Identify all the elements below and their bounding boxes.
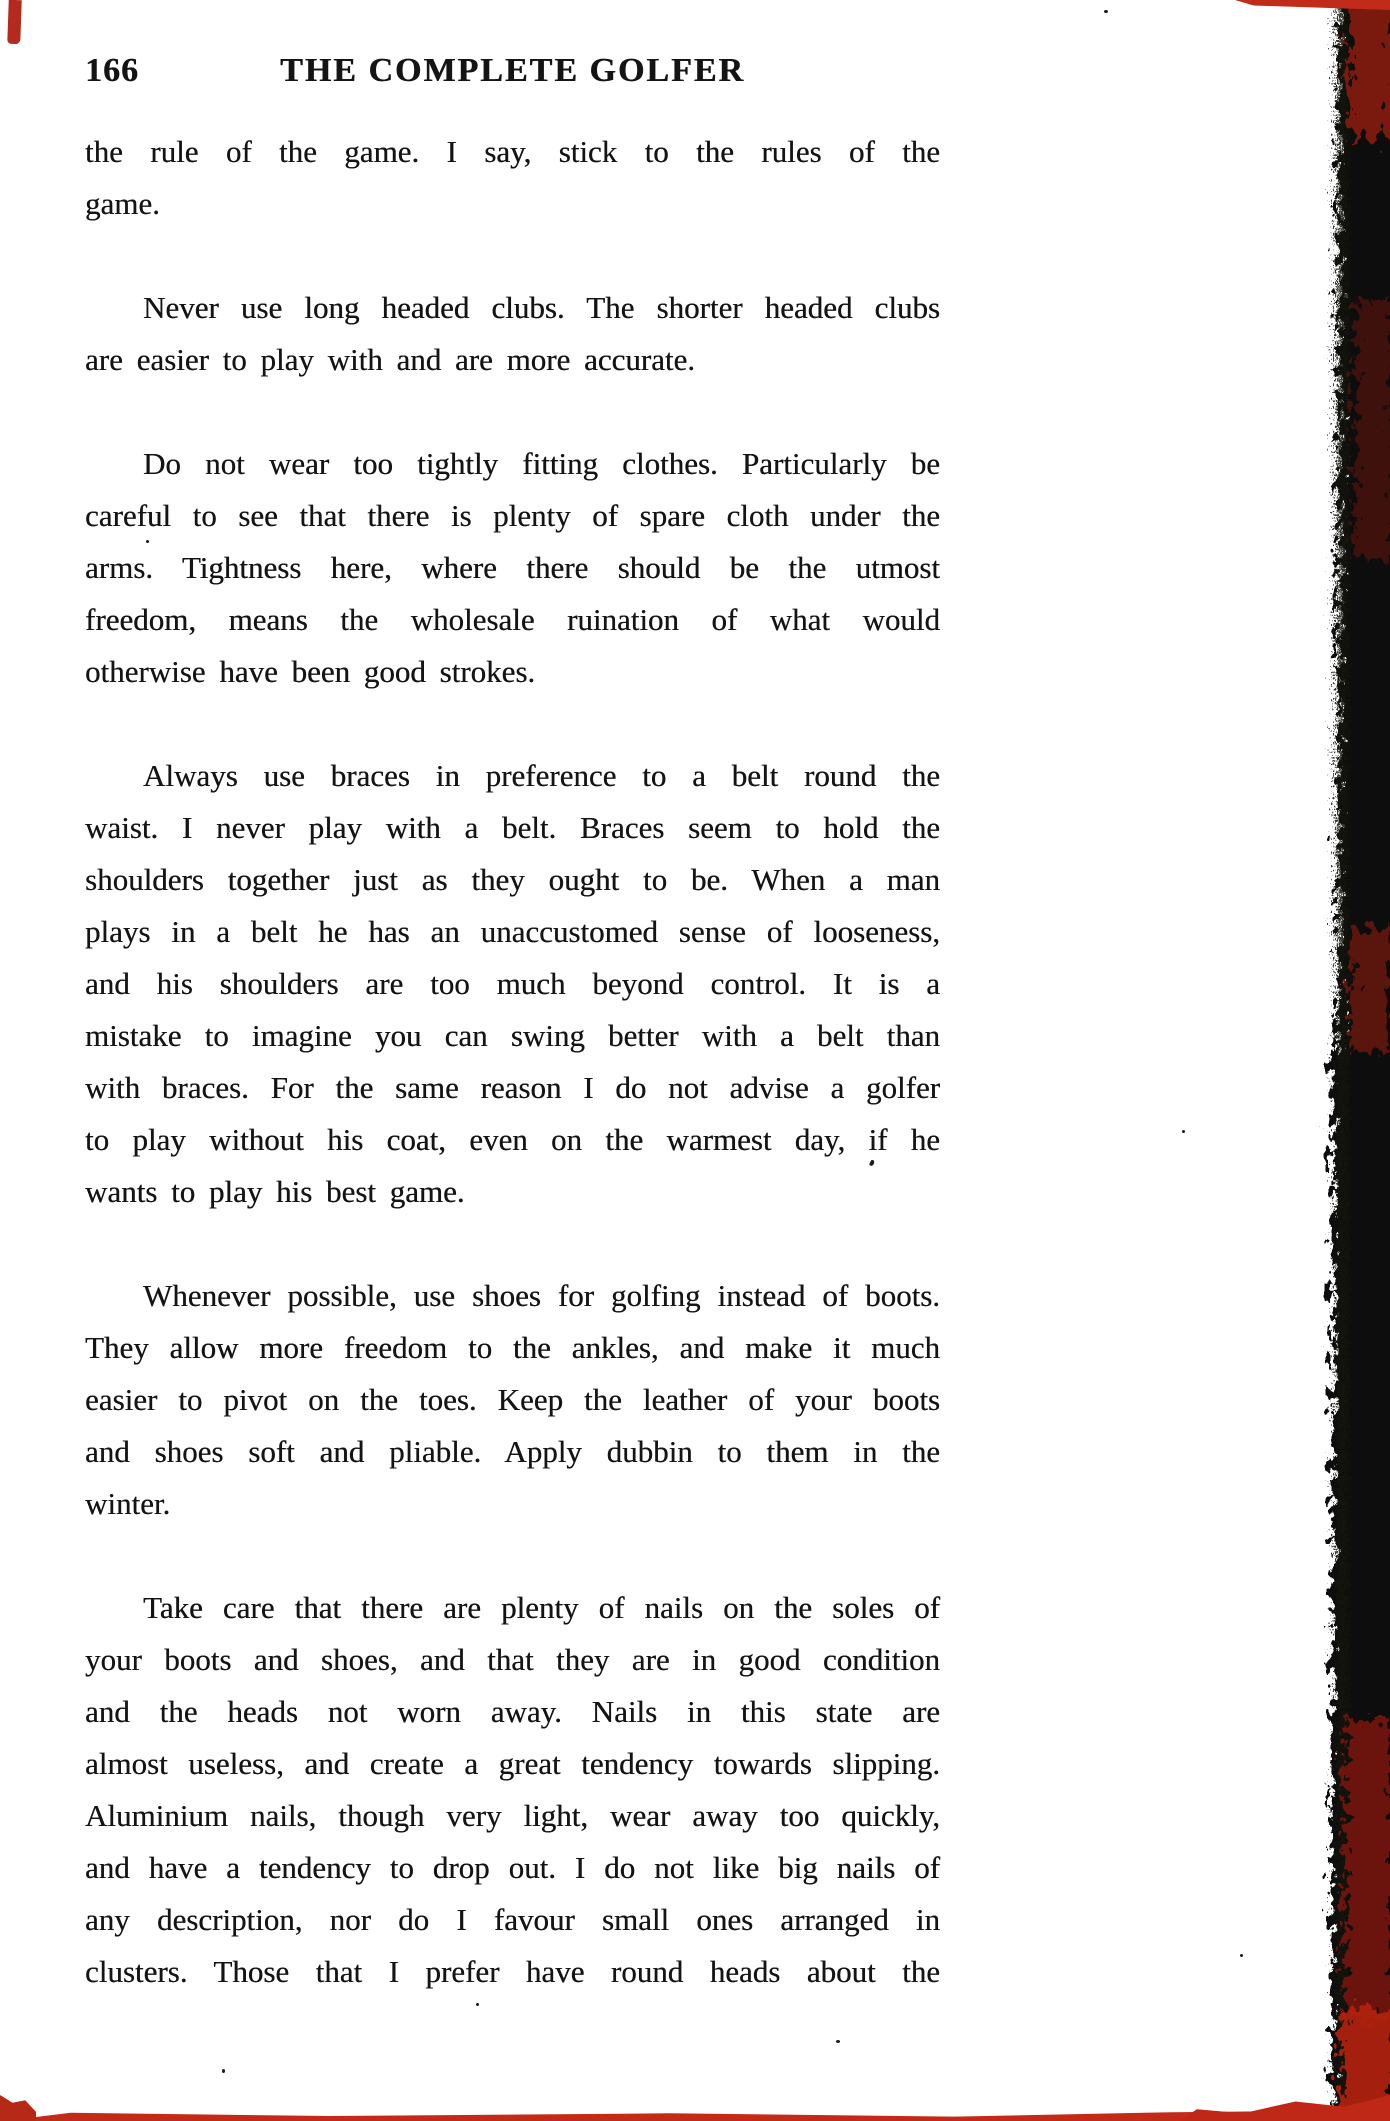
text-line: are easier to play with and are more accurate. <box>85 342 695 377</box>
text-line: and the heads not worn away. Nails in this state are <box>85 1694 940 1729</box>
scan-speck <box>146 540 149 543</box>
scan-speck <box>1104 10 1108 13</box>
page-number: 166 <box>85 52 139 89</box>
running-title: THE COMPLETE GOLFER <box>280 52 745 89</box>
text-line: winter. <box>85 1486 171 1521</box>
text-line: Take care that there are plenty of nails on the soles of <box>143 1590 940 1625</box>
text-line: game. <box>85 186 160 221</box>
text-line: Aluminium nails, though very light, wear away too quickly, <box>85 1798 940 1833</box>
text-line: shoulders together just as they ought to be. When a man <box>85 862 940 897</box>
paragraph <box>85 1270 940 1530</box>
red-edge-mark-top-left <box>7 0 22 44</box>
text-line: almost useless, and create a great tendency towards slipping. <box>85 1746 940 1781</box>
text-line: plays in a belt he has an unaccustomed sense of looseness, <box>85 914 940 949</box>
paragraph <box>85 1582 940 1998</box>
text-line: They allow more freedom to the ankles, and make it much <box>85 1330 940 1365</box>
text-line: the rule of the game. I say, stick to the rules of the <box>85 134 940 169</box>
text-line: any description, nor do I favour small ones arranged in <box>85 1902 940 1937</box>
text-line: to play without his coat, even on the warmest day, if he <box>85 1122 940 1157</box>
text-line: careful to see that there is plenty of spare cloth under the <box>85 498 940 533</box>
text-line: your boots and shoes, and that they are in good condition <box>85 1642 940 1677</box>
body-text <box>85 126 940 1998</box>
scan-speck <box>222 2069 225 2073</box>
text-line: freedom, means the wholesale ruination of what would <box>85 602 940 637</box>
text-line: arms. Tightness here, where there should be the utmost <box>85 550 940 585</box>
text-line: mistake to imagine you can swing better with a belt than <box>85 1018 940 1053</box>
text-line: with braces. For the same reason I do not advise a golfer <box>85 1070 940 1105</box>
text-line: Never use long headed clubs. The shorter headed clubs <box>143 290 940 325</box>
text-line: Always use braces in preference to a belt round the <box>143 758 940 793</box>
text-line: and his shoulders are too much beyond control. It is a <box>85 966 940 1001</box>
text-line: and shoes soft and pliable. Apply dubbin to them in the <box>85 1434 940 1469</box>
paragraph <box>85 282 940 386</box>
text-line: Whenever possible, use shoes for golfing instead of boots. <box>143 1278 940 1313</box>
text-line: Do not wear too tightly fitting clothes. Particularly be <box>143 446 940 481</box>
paragraph <box>85 438 940 698</box>
text-line: waist. I never play with a belt. Braces seem to hold the <box>85 810 940 845</box>
scan-speck <box>836 2040 840 2043</box>
scan-speck <box>1182 1130 1185 1133</box>
binding-edge-texture <box>1295 0 1390 2121</box>
red-edge-mark-bottom-left <box>0 2095 36 2121</box>
text-line: and have a tendency to drop out. I do not like big nails of <box>85 1850 940 1885</box>
scan-speck <box>1240 1954 1243 1957</box>
paragraph <box>85 126 940 230</box>
text-line: easier to pivot on the toes. Keep the leather of your boots <box>85 1382 940 1417</box>
text-line: clusters. Those that I prefer have round heads about the <box>85 1954 940 1989</box>
paragraph <box>85 750 940 1218</box>
text-line: wants to play his best game. <box>85 1174 465 1209</box>
text-line: otherwise have been good strokes. <box>85 654 536 689</box>
page-header <box>85 52 940 98</box>
scan-speck <box>476 2003 479 2006</box>
